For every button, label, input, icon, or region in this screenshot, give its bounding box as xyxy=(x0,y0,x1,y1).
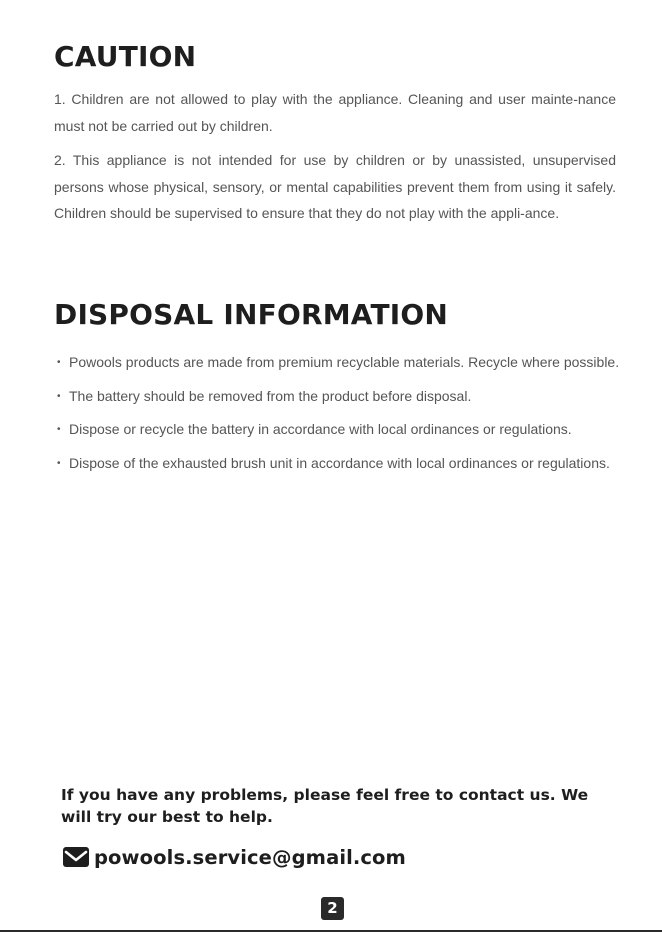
caution-item: 2. This appliance is not intended for use by children or by unassisted, unsupervised persons whose physical, sensory, or mental capabilities prevent them from using it safely. Children should be supervised to ensure that they do not play with the appli-ance. xyxy=(54,152,616,221)
email-contact[interactable] xyxy=(62,843,406,871)
bullet-icon: • xyxy=(57,357,61,368)
caution-heading: CAUTION xyxy=(54,40,197,73)
page-number: 2 xyxy=(321,897,344,920)
disposal-heading: DISPOSAL INFORMATION xyxy=(54,298,449,331)
envelope-icon xyxy=(62,845,90,869)
bottom-divider xyxy=(0,930,662,932)
contact-message: If you have any problems, please feel free to contact us. We will try our best to help. xyxy=(61,786,589,826)
bullet-icon: • xyxy=(57,424,61,435)
disposal-list-item xyxy=(54,451,620,476)
disposal-item-text: Dispose or recycle the battery in accordance with local ordinances or regulations. xyxy=(69,421,572,437)
caution-item: 1. Children are not allowed to play with the appliance. Cleaning and user mainte-nance must not be carried out by children. xyxy=(54,91,616,134)
disposal-item-text: Dispose of the exhausted brush unit in accordance with local ordinances or regulations. xyxy=(69,454,610,471)
disposal-item-text: The battery should be removed from the product before disposal. xyxy=(69,387,472,404)
disposal-list-item xyxy=(54,417,620,442)
disposal-list-item xyxy=(54,350,620,375)
bullet-icon: • xyxy=(57,390,61,402)
email-address-link[interactable]: powools.service@gmail.com xyxy=(94,845,406,869)
disposal-item-text: Powools products are made from premium recyclable materials. Recycle where possible. xyxy=(69,354,620,370)
disposal-list-item xyxy=(54,384,620,409)
disposal-list xyxy=(54,350,620,484)
bullet-icon: • xyxy=(57,457,61,469)
